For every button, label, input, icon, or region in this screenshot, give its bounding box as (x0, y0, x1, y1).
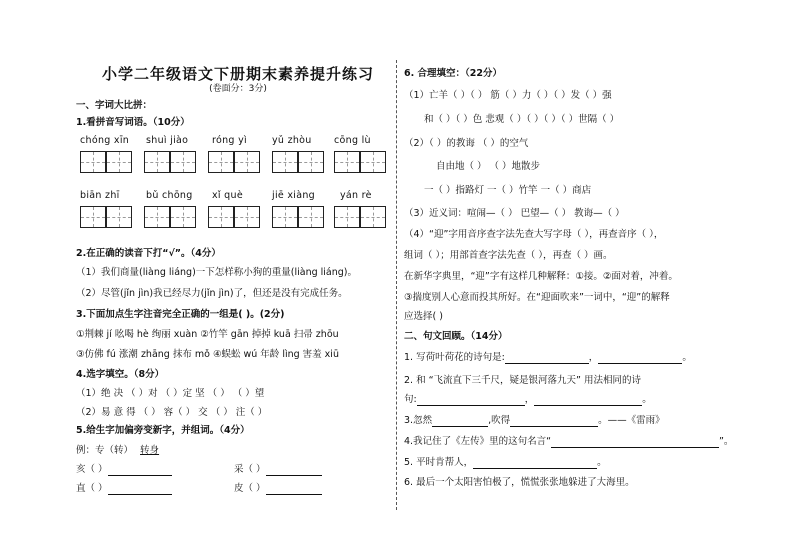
answer-line[interactable] (432, 416, 488, 427)
answer-line[interactable] (266, 465, 322, 476)
q5-item-4: 皮（ ） (234, 482, 322, 495)
q6-line6: （3）近义词：喧闹—（ ） 巴望—（ ） 教诲—（ ） (404, 208, 625, 219)
writing-box[interactable] (298, 151, 324, 173)
writing-box[interactable] (208, 206, 234, 228)
part1-heading: 一、字词大比拼： (76, 100, 153, 111)
q6-line8: 组词（ ）；用部首查字法先查（ ），再查（ ）画。 (404, 250, 613, 261)
p2-item-2a: 2. 和 “飞流直下三千尺，疑是银河落九天” 用法相同的诗 (404, 375, 641, 386)
q6-line3: （2）（ ）的教诲 （ ）的空气 (404, 138, 529, 149)
pinyin-7: bǔ chōng (146, 190, 193, 201)
pinyin-2: shuì jiào (146, 135, 189, 146)
answer-line[interactable] (417, 395, 525, 406)
pinyin-3: róng yì (212, 135, 247, 146)
p2-item-3: 3.忽然 ,吹得 。——《雷雨》 (404, 415, 665, 426)
writing-box[interactable] (170, 206, 196, 228)
writing-box[interactable] (106, 206, 132, 228)
q5-example (76, 444, 159, 457)
writing-box[interactable] (360, 206, 386, 228)
q4-heading: 4.选字填空。（8分） (76, 369, 165, 380)
pinyin-10: yán rè (340, 190, 372, 201)
writing-box[interactable] (80, 206, 106, 228)
page-title: 小学二年级语文下册期末素养提升练习 (101, 65, 374, 83)
pinyin-4: yǔ zhòu (272, 135, 312, 146)
q3-line2: ③仿佛 fú 涨潮 zhāng 抹布 mǒ ④蜈蚣 wú 年龄 lìng 害羞 xiū (76, 349, 339, 360)
writing-box[interactable] (298, 206, 324, 228)
writing-box[interactable] (106, 151, 132, 173)
q5-item-1: 亥（ ） (76, 463, 172, 476)
q2-heading: 2.在正确的读音下打“√”。（4分） (76, 248, 221, 259)
q6-line9: 在新华字典里，“迎”字有这样几种解释：①接。②面对着，冲着。 (404, 271, 678, 282)
answer-line[interactable] (108, 465, 172, 476)
writing-box[interactable] (170, 151, 196, 173)
q6-line7: （4）“迎”字用音序查字法先查大写字母（ ），再查音序（ ）， (404, 229, 664, 240)
q6-line2: 和（ ）（ ）色 悲观（ ）（ ）（ ）（ ）世隔（ ） (424, 114, 620, 125)
writing-box[interactable] (80, 151, 106, 173)
answer-line[interactable] (505, 353, 589, 364)
q2-line1: （1）我们商量(liàng liáng)一下怎样称小狗的重量(liàng liáng)。 (76, 267, 358, 278)
q3-line1: ①荆棘 jí 吆喝 hè 绚丽 xuàn ②竹竿 gān 掉掉 kuā 扫帚 zhōu (76, 329, 339, 340)
q2-line2: （2）尽管(jǐn jìn)我已经尽力(jǐn jìn)了，但还是没有完成任务。 (76, 288, 348, 299)
q5-item-3: 直（ ） (76, 482, 172, 495)
answer-line[interactable] (598, 353, 682, 364)
q6-line5: 一（ ）指路灯 一（ ）竹竿 一（ ）商店 (424, 185, 592, 196)
writing-box[interactable] (334, 151, 360, 173)
pinyin-6: biān zhī (80, 190, 120, 201)
p2-item-1: 1. 写荷叶荷花的诗句是: ， 。 (404, 352, 692, 363)
q5-example-prefix: 例：专（转） (76, 445, 134, 456)
column-divider (396, 60, 397, 510)
q5-heading: 5.给生字加偏旁变新字，并组词。（4分） (76, 425, 250, 436)
part2-heading: 二、句文回顾。（14分） (404, 331, 508, 342)
pinyin-1: chóng xīn (80, 135, 130, 146)
writing-box[interactable] (144, 206, 170, 228)
q5-item-2: 采（ ） (234, 463, 322, 476)
q6-line10: ③揣度别人心意而投其所好。在“迎面吹来”一词中，“迎”的解释 (404, 292, 670, 303)
q4-line1: （1）绝 决 （ ）对 （ ）定 坚 （ ） （ ）望 (76, 388, 265, 399)
q6-line11: 应选择( ) (404, 311, 443, 322)
q3-heading: 3.下面加点生字注音完全正确的一组是( )。(2分) (76, 309, 285, 320)
q4-line2: （2）易 意 得 （ ） 容（ ） 交 （ ） 注（ ） (76, 407, 268, 418)
writing-box[interactable] (234, 206, 260, 228)
writing-box[interactable] (234, 151, 260, 173)
page-subtitle: (卷面分：3分) (209, 84, 267, 94)
q1-heading: 1.看拼音写词语。（10分） (76, 117, 190, 128)
p2-item-6: 6. 最后一个太阳害怕极了，慌慌张张地躲进了大海里。 (404, 477, 635, 488)
q6-heading: 6. 合理填空：（22分） (404, 68, 502, 79)
answer-line[interactable] (108, 484, 172, 495)
writing-box[interactable] (334, 206, 360, 228)
q6-line4: 自由地（ ） （ ）地散步 (436, 161, 541, 172)
p2-item-5: 5. 平时肯帮人， 。 (404, 457, 607, 468)
answer-line[interactable] (510, 416, 598, 427)
answer-line[interactable] (473, 458, 597, 469)
writing-box[interactable] (208, 151, 234, 173)
answer-line[interactable] (551, 437, 719, 448)
pinyin-8: xǐ què (212, 190, 243, 201)
answer-line[interactable] (534, 395, 642, 406)
answer-line[interactable] (266, 484, 322, 495)
pinyin-5: cōng lù (334, 135, 371, 146)
writing-box[interactable] (272, 206, 298, 228)
writing-box[interactable] (272, 151, 298, 173)
q6-line1: （1）亡羊（ ）（ ） 筋（ ）力（ ）（ ）发（ ）强 (404, 90, 612, 101)
pinyin-9: jiē xiàng (272, 190, 315, 201)
p2-item-4: 4.我记住了《左传》里的这句名言“ ”。 (404, 436, 734, 447)
p2-item-2b: 句: ， 。 (404, 394, 652, 405)
q5-example-word: 转身 (140, 445, 160, 456)
writing-box[interactable] (144, 151, 170, 173)
writing-box[interactable] (360, 151, 386, 173)
